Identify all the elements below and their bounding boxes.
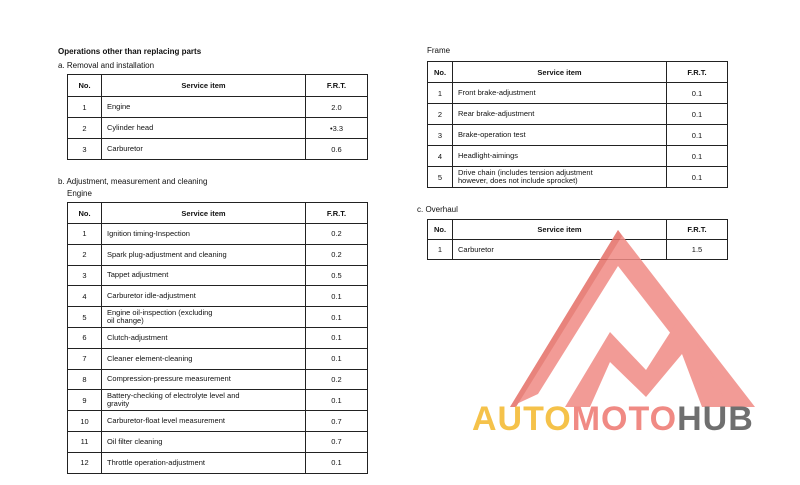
table-row: [68, 327, 368, 348]
service-item: Carburetor-float level measurement: [102, 411, 306, 432]
frt-value: 0.7: [306, 431, 368, 452]
row-number: 1: [68, 224, 102, 245]
frame-adjustment-table: [427, 61, 728, 188]
row-number: 2: [68, 244, 102, 265]
table-row: [68, 265, 368, 286]
table-row: [68, 348, 368, 369]
row-number: 9: [68, 390, 102, 411]
table-row: [68, 369, 368, 390]
service-item: Clutch-adjustment: [102, 327, 306, 348]
automotohub-logo-text: [472, 400, 754, 439]
frt-value: 0.5: [306, 265, 368, 286]
row-number: 4: [428, 146, 453, 167]
frt-value: 0.1: [306, 327, 368, 348]
page-heading: Operations other than replacing parts: [58, 47, 202, 56]
frt-value: •3.3: [306, 118, 368, 139]
column-header-service-item: Service item: [453, 62, 667, 83]
frt-value: 0.1: [667, 167, 728, 188]
service-item: Throttle operation-adjustment: [102, 452, 306, 473]
section-frame-label: Frame: [427, 46, 451, 55]
row-number: 3: [428, 125, 453, 146]
service-item: Front brake-adjustment: [453, 83, 667, 104]
column-header-no: No.: [68, 203, 102, 224]
logo-text-hub: HUB: [677, 400, 754, 438]
frt-value: 0.7: [306, 411, 368, 432]
service-item: Cleaner element-cleaning: [102, 348, 306, 369]
service-item: Battery-checking of electrolyte level and gravity: [102, 390, 306, 411]
column-header-frt: F.R.T.: [306, 75, 368, 97]
table-row: [68, 118, 368, 139]
frt-value: 0.2: [306, 224, 368, 245]
row-number: 5: [68, 307, 102, 328]
logo-text-auto: AUTO: [472, 400, 572, 438]
table-row: [68, 411, 368, 432]
table-row: [68, 139, 368, 160]
frt-value: 0.1: [667, 104, 728, 125]
row-number: 10: [68, 411, 102, 432]
frt-value: 0.1: [667, 125, 728, 146]
frt-value: 0.6: [306, 139, 368, 160]
frt-value: 0.1: [306, 348, 368, 369]
service-item: Compression-pressure measurement: [102, 369, 306, 390]
service-item: Oil filter cleaning: [102, 431, 306, 452]
row-number: 4: [68, 286, 102, 307]
logo-triangle-mark: [510, 230, 755, 407]
frt-value: 0.2: [306, 369, 368, 390]
table-row: [68, 244, 368, 265]
row-number: 6: [68, 327, 102, 348]
service-item: Engine: [102, 97, 306, 118]
row-number: 5: [428, 167, 453, 188]
service-item: Headlight-aimings: [453, 146, 667, 167]
service-item: Carburetor: [453, 240, 667, 260]
service-item: Carburetor idle-adjustment: [102, 286, 306, 307]
row-number: 3: [68, 265, 102, 286]
column-header-service-item: Service item: [453, 220, 667, 240]
frt-value: 0.1: [306, 286, 368, 307]
service-item: Tappet adjustment: [102, 265, 306, 286]
column-header-no: No.: [428, 62, 453, 83]
table-row: [68, 452, 368, 473]
frt-value: 0.1: [667, 83, 728, 104]
service-item: Rear brake-adjustment: [453, 104, 667, 125]
column-header-no: No.: [428, 220, 453, 240]
row-number: 8: [68, 369, 102, 390]
row-number: 3: [68, 139, 102, 160]
row-number: 2: [428, 104, 453, 125]
table-row: [68, 97, 368, 118]
table-row: [428, 146, 728, 167]
section-b-label: b. Adjustment, measurement and cleaning: [58, 177, 208, 186]
row-number: 1: [68, 97, 102, 118]
table-row: [428, 167, 728, 188]
column-header-frt: F.R.T.: [306, 203, 368, 224]
column-header-frt: F.R.T.: [667, 220, 728, 240]
logo-text-moto: MOTO: [571, 400, 678, 438]
row-number: 1: [428, 83, 453, 104]
section-c-label: c. Overhaul: [417, 205, 458, 214]
section-b-sublabel: Engine: [67, 189, 92, 198]
engine-adjustment-table: [67, 202, 368, 474]
table-row: [428, 83, 728, 104]
column-header-no: No.: [68, 75, 102, 97]
row-number: 12: [68, 452, 102, 473]
row-number: 1: [428, 240, 453, 260]
service-item: Carburetor: [102, 139, 306, 160]
column-header-frt: F.R.T.: [667, 62, 728, 83]
service-item: Brake-operation test: [453, 125, 667, 146]
frt-value: 0.2: [306, 244, 368, 265]
row-number: 7: [68, 348, 102, 369]
table-row: [428, 125, 728, 146]
removal-installation-table: [67, 74, 368, 160]
service-item: Spark plug-adjustment and cleaning: [102, 244, 306, 265]
service-item: Ignition timing-Inspection: [102, 224, 306, 245]
table-row: [68, 307, 368, 328]
frt-value: 0.1: [306, 452, 368, 473]
table-row: [68, 390, 368, 411]
row-number: 11: [68, 431, 102, 452]
table-row: [68, 286, 368, 307]
table-row: [428, 104, 728, 125]
frt-value: 0.1: [306, 307, 368, 328]
service-item: Cylinder head: [102, 118, 306, 139]
frt-value: 1.5: [667, 240, 728, 260]
row-number: 2: [68, 118, 102, 139]
frt-value: 0.1: [667, 146, 728, 167]
frt-value: 2.0: [306, 97, 368, 118]
frt-value: 0.1: [306, 390, 368, 411]
table-row: [68, 431, 368, 452]
service-item: Drive chain (includes tension adjustment however, does not include sprocket): [453, 167, 667, 188]
section-a-label: a. Removal and installation: [58, 61, 155, 70]
column-header-service-item: Service item: [102, 75, 306, 97]
column-header-service-item: Service item: [102, 203, 306, 224]
service-item: Engine oil-inspection (excluding oil change): [102, 307, 306, 328]
table-row: [68, 224, 368, 245]
